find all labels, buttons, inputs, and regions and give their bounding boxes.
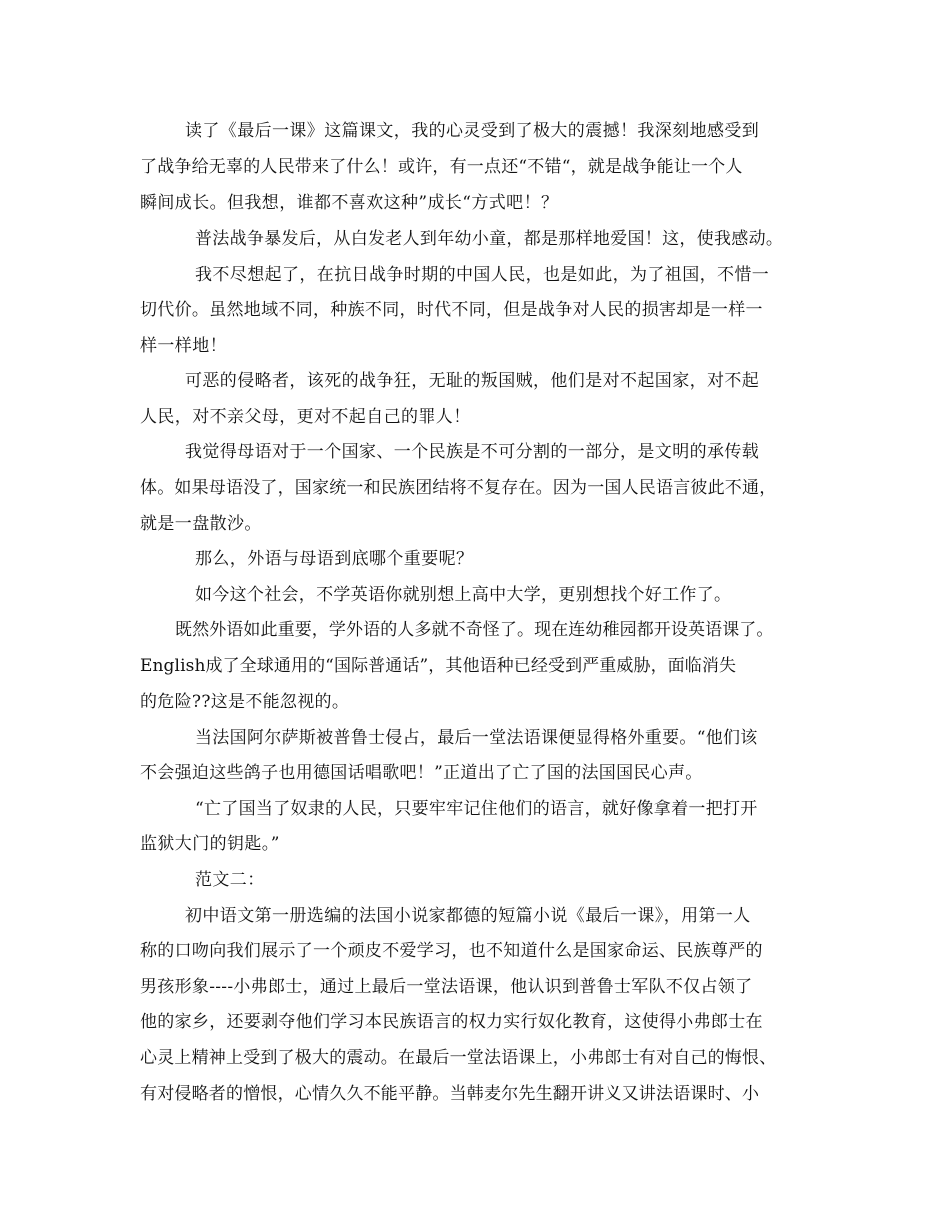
text-line-6: 切代价。虽然地域不同，种族不同，时代不同，但是战争对人民的损害却是一样一: [140, 300, 763, 320]
text-line-5: 我不尽想起了，在抗日战争时期的中国人民，也是如此，为了祖国，不惜一: [195, 265, 770, 285]
text-line-4: 普法战争暴发后，从白发老人到年幼小童，都是那样地爱国！这，使我感动。: [195, 229, 784, 249]
text-line-11: 体。如果母语没了，国家统一和民族团结将不复存在。因为一国人民语言彼此不通，: [140, 478, 777, 498]
text-line-18: 当法国阿尔萨斯被普鲁士侵占，最后一堂法语课便显得格外重要。“他们该: [195, 728, 758, 748]
text-line-19: 不会强迫这些鸽子也用德国话唱歌吧！”正道出了亡了国的法国国民心声。: [140, 763, 703, 783]
text-line-22: 范文二：: [195, 870, 265, 890]
text-line-7: 样一样地！: [140, 336, 227, 356]
text-line-21: 监狱大门的钥匙。”: [140, 834, 280, 854]
text-line-28: 有对侵略者的憎恨，心情久久不能平静。当韩麦尔先生翻开讲义又讲法语课时、小: [140, 1084, 760, 1104]
text-line-13: 那么，外语与母语到底哪个重要呢？: [195, 549, 474, 569]
text-line-17: 的危险??这是不能忽视的。: [140, 692, 350, 712]
text-line-15: 既然外语如此重要，学外语的人多就不奇怪了。现在连幼稚园都开设英语课了。: [175, 620, 774, 640]
text-line-26: 他的家乡，还要剥夺他们学习本民族语言的权力实行奴化教育，这使得小弗郎士在: [140, 1012, 763, 1032]
text-line-8: 可恶的侵略者，该死的战争狂，无耻的叛国贼，他们是对不起国家，对不起: [185, 371, 760, 391]
text-line-9: 人民，对不亲父母，更对不起自己的罪人！: [140, 407, 471, 427]
text-line-2: 了战争给无辜的人民带来了什么！或许，有一点还“不错“，就是战争能让一个人: [140, 157, 743, 177]
text-line-10: 我觉得母语对于一个国家、一个民族是不可分割的一部分，是文明的承传载: [185, 442, 760, 462]
text-line-23: 初中语文第一册选编的法国小说家都德的短篇小说《最后一课》，用第一人: [185, 906, 751, 926]
text-line-16: English成了全球通用的“国际普通话”，其他语种已经受到严重威胁，面临消失: [140, 656, 737, 676]
text-line-24: 称的口吻向我们展示了一个顽皮不爱学习，也不知道什么是国家命运、民族尊严的: [140, 941, 763, 961]
text-line-14: 如今这个社会，不学英语你就别想上高中大学，更别想找个好工作了。: [195, 585, 732, 605]
text-line-20: “亡了国当了奴隶的人民，只要牢牢记住他们的语言，就好像拿着一把打开: [195, 799, 758, 819]
text-line-3: 瞬间成长。但我想，谁都不喜欢这种”成长“方式吧！？: [140, 193, 559, 213]
text-line-12: 就是一盘散沙。: [140, 514, 262, 534]
text-line-1: 读了《最后一课》这篇课文，我的心灵受到了极大的震撼！我深刻地感受到: [185, 121, 760, 141]
text-line-27: 心灵上精神上受到了极大的震动。在最后一堂法语课上，小弗郎士有对自己的悔恨、: [140, 1048, 777, 1068]
text-line-25: 男孩形象----小弗郎士，通过上最后一堂法语课，他认识到普鲁士军队不仅占领了: [140, 977, 753, 997]
